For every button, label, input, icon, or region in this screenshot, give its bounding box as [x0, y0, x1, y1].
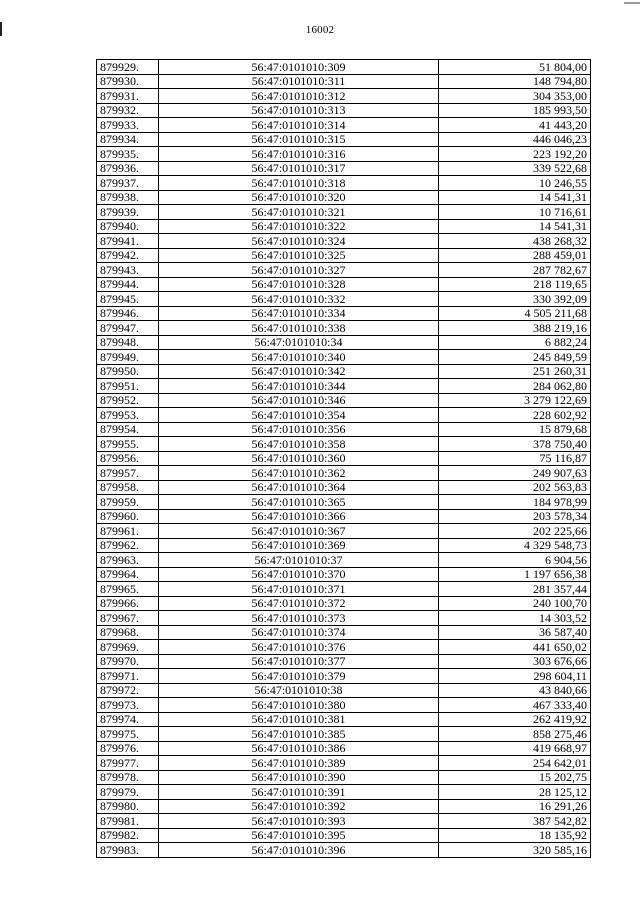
row-number-cell: 879973.	[97, 698, 159, 713]
table-row	[97, 770, 591, 785]
table-row	[97, 553, 591, 568]
table-row	[97, 190, 591, 205]
row-number-cell: 879956.	[97, 451, 159, 466]
row-number-cell: 879944.	[97, 277, 159, 292]
row-number-cell: 879964.	[97, 567, 159, 582]
value-cell: 43 840,66	[439, 683, 591, 698]
scan-edge-mark-right	[624, 2, 640, 4]
table-row	[97, 263, 591, 278]
value-cell: 284 062,80	[439, 379, 591, 394]
row-number-cell: 879982.	[97, 828, 159, 843]
cadastral-number-cell: 56:47:0101010:379	[159, 669, 439, 684]
row-number-cell: 879983.	[97, 843, 159, 858]
value-cell: 245 849,59	[439, 350, 591, 365]
table-row	[97, 292, 591, 307]
cadastral-number-cell: 56:47:0101010:321	[159, 205, 439, 220]
value-cell: 287 782,67	[439, 263, 591, 278]
cadastral-number-cell: 56:47:0101010:37	[159, 553, 439, 568]
cadastral-number-cell: 56:47:0101010:34	[159, 335, 439, 350]
row-number-cell: 879947.	[97, 321, 159, 336]
row-number-cell: 879961.	[97, 524, 159, 539]
value-cell: 4 505 211,68	[439, 306, 591, 321]
value-cell: 251 260,31	[439, 364, 591, 379]
cadastral-number-cell: 56:47:0101010:317	[159, 161, 439, 176]
cadastral-number-cell: 56:47:0101010:369	[159, 538, 439, 553]
row-number-cell: 879977.	[97, 756, 159, 771]
row-number-cell: 879929.	[97, 60, 159, 75]
value-cell: 441 650,02	[439, 640, 591, 655]
row-number-cell: 879960.	[97, 509, 159, 524]
value-cell: 36 587,40	[439, 625, 591, 640]
value-cell: 281 357,44	[439, 582, 591, 597]
cadastral-number-cell: 56:47:0101010:334	[159, 306, 439, 321]
table-row	[97, 698, 591, 713]
table-row	[97, 727, 591, 742]
row-number-cell: 879955.	[97, 437, 159, 452]
value-cell: 75 116,87	[439, 451, 591, 466]
cadastral-number-cell: 56:47:0101010:356	[159, 422, 439, 437]
value-cell: 16 291,26	[439, 799, 591, 814]
cadastral-number-cell: 56:47:0101010:374	[159, 625, 439, 640]
cadastral-number-cell: 56:47:0101010:389	[159, 756, 439, 771]
table-row	[97, 683, 591, 698]
table-row	[97, 828, 591, 843]
cadastral-number-cell: 56:47:0101010:332	[159, 292, 439, 307]
cadastral-number-cell: 56:47:0101010:327	[159, 263, 439, 278]
value-cell: 262 419,92	[439, 712, 591, 727]
cadastral-number-cell: 56:47:0101010:315	[159, 132, 439, 147]
value-cell: 1 197 656,38	[439, 567, 591, 582]
value-cell: 223 192,20	[439, 147, 591, 162]
table-row	[97, 422, 591, 437]
row-number-cell: 879938.	[97, 190, 159, 205]
value-cell: 14 541,31	[439, 190, 591, 205]
table-row	[97, 335, 591, 350]
value-cell: 240 100,70	[439, 596, 591, 611]
table-row	[97, 234, 591, 249]
table-row	[97, 74, 591, 89]
table-row	[97, 89, 591, 104]
value-cell: 446 046,23	[439, 132, 591, 147]
cadastral-number-cell: 56:47:0101010:386	[159, 741, 439, 756]
value-cell: 298 604,11	[439, 669, 591, 684]
row-number-cell: 879957.	[97, 466, 159, 481]
table-row	[97, 103, 591, 118]
table-row	[97, 741, 591, 756]
row-number-cell: 879966.	[97, 596, 159, 611]
table-row	[97, 524, 591, 539]
cadastral-number-cell: 56:47:0101010:311	[159, 74, 439, 89]
value-cell: 4 329 548,73	[439, 538, 591, 553]
table-body	[97, 60, 591, 858]
value-cell: 184 978,99	[439, 495, 591, 510]
cadastral-number-cell: 56:47:0101010:395	[159, 828, 439, 843]
table-row	[97, 596, 591, 611]
cadastral-number-cell: 56:47:0101010:372	[159, 596, 439, 611]
table-row	[97, 219, 591, 234]
cadastral-number-cell: 56:47:0101010:370	[159, 567, 439, 582]
value-cell: 15 879,68	[439, 422, 591, 437]
cadastral-number-cell: 56:47:0101010:328	[159, 277, 439, 292]
page-number: 16002	[305, 24, 335, 36]
value-cell: 254 642,01	[439, 756, 591, 771]
table-row	[97, 205, 591, 220]
cadastral-number-cell: 56:47:0101010:322	[159, 219, 439, 234]
value-cell: 3 279 122,69	[439, 393, 591, 408]
table-row	[97, 843, 591, 858]
value-cell: 14 303,52	[439, 611, 591, 626]
row-number-cell: 879969.	[97, 640, 159, 655]
row-number-cell: 879978.	[97, 770, 159, 785]
cadastral-number-cell: 56:47:0101010:396	[159, 843, 439, 858]
cadastral-number-cell: 56:47:0101010:385	[159, 727, 439, 742]
cadastral-number-cell: 56:47:0101010:309	[159, 60, 439, 75]
cadastral-number-cell: 56:47:0101010:338	[159, 321, 439, 336]
value-cell: 51 804,00	[439, 60, 591, 75]
table-row	[97, 538, 591, 553]
table-row	[97, 118, 591, 133]
table-row	[97, 321, 591, 336]
value-cell: 6 904,56	[439, 553, 591, 568]
row-number-cell: 879981.	[97, 814, 159, 829]
row-number-cell: 879945.	[97, 292, 159, 307]
row-number-cell: 879937.	[97, 176, 159, 191]
cadastral-number-cell: 56:47:0101010:346	[159, 393, 439, 408]
row-number-cell: 879939.	[97, 205, 159, 220]
value-cell: 41 443,20	[439, 118, 591, 133]
row-number-cell: 879946.	[97, 306, 159, 321]
value-cell: 202 225,66	[439, 524, 591, 539]
row-number-cell: 879975.	[97, 727, 159, 742]
row-number-cell: 879972.	[97, 683, 159, 698]
table-row	[97, 480, 591, 495]
table-row	[97, 814, 591, 829]
cadastral-number-cell: 56:47:0101010:392	[159, 799, 439, 814]
cadastral-number-cell: 56:47:0101010:324	[159, 234, 439, 249]
cadastral-number-cell: 56:47:0101010:390	[159, 770, 439, 785]
cadastral-number-cell: 56:47:0101010:371	[159, 582, 439, 597]
cadastral-number-cell: 56:47:0101010:354	[159, 408, 439, 423]
value-cell: 203 578,34	[439, 509, 591, 524]
row-number-cell: 879974.	[97, 712, 159, 727]
table-row	[97, 567, 591, 582]
cadastral-number-cell: 56:47:0101010:393	[159, 814, 439, 829]
table-row	[97, 277, 591, 292]
row-number-cell: 879949.	[97, 350, 159, 365]
table-row	[97, 466, 591, 481]
row-number-cell: 879950.	[97, 364, 159, 379]
table-row	[97, 161, 591, 176]
row-number-cell: 879967.	[97, 611, 159, 626]
row-number-cell: 879980.	[97, 799, 159, 814]
value-cell: 18 135,92	[439, 828, 591, 843]
row-number-cell: 879943.	[97, 263, 159, 278]
cadastral-number-cell: 56:47:0101010:373	[159, 611, 439, 626]
row-number-cell: 879968.	[97, 625, 159, 640]
row-number-cell: 879959.	[97, 495, 159, 510]
cadastral-number-cell: 56:47:0101010:316	[159, 147, 439, 162]
value-cell: 218 119,65	[439, 277, 591, 292]
value-cell: 438 268,32	[439, 234, 591, 249]
table-row	[97, 625, 591, 640]
table-row	[97, 364, 591, 379]
value-cell: 378 750,40	[439, 437, 591, 452]
table-row	[97, 176, 591, 191]
row-number-cell: 879931.	[97, 89, 159, 104]
value-cell: 388 219,16	[439, 321, 591, 336]
cadastral-number-cell: 56:47:0101010:391	[159, 785, 439, 800]
value-cell: 303 676,66	[439, 654, 591, 669]
table-row	[97, 147, 591, 162]
value-cell: 339 522,68	[439, 161, 591, 176]
cadastral-value-table	[96, 59, 591, 858]
row-number-cell: 879976.	[97, 741, 159, 756]
row-number-cell: 879963.	[97, 553, 159, 568]
value-cell: 15 202,75	[439, 770, 591, 785]
cadastral-number-cell: 56:47:0101010:313	[159, 103, 439, 118]
cadastral-number-cell: 56:47:0101010:377	[159, 654, 439, 669]
value-cell: 148 794,80	[439, 74, 591, 89]
table-row	[97, 509, 591, 524]
row-number-cell: 879948.	[97, 335, 159, 350]
cadastral-number-cell: 56:47:0101010:342	[159, 364, 439, 379]
cadastral-number-cell: 56:47:0101010:358	[159, 437, 439, 452]
value-cell: 202 563,83	[439, 480, 591, 495]
value-cell: 330 392,09	[439, 292, 591, 307]
table-row	[97, 756, 591, 771]
row-number-cell: 879971.	[97, 669, 159, 684]
cadastral-number-cell: 56:47:0101010:340	[159, 350, 439, 365]
row-number-cell: 879936.	[97, 161, 159, 176]
table-row	[97, 582, 591, 597]
cadastral-number-cell: 56:47:0101010:366	[159, 509, 439, 524]
row-number-cell: 879940.	[97, 219, 159, 234]
table-row	[97, 495, 591, 510]
value-cell: 467 333,40	[439, 698, 591, 713]
value-cell: 288 459,01	[439, 248, 591, 263]
cadastral-number-cell: 56:47:0101010:312	[159, 89, 439, 104]
value-cell: 419 668,97	[439, 741, 591, 756]
table-row	[97, 350, 591, 365]
cadastral-number-cell: 56:47:0101010:376	[159, 640, 439, 655]
cadastral-number-cell: 56:47:0101010:360	[159, 451, 439, 466]
row-number-cell: 879930.	[97, 74, 159, 89]
value-cell: 28 125,12	[439, 785, 591, 800]
table-row	[97, 712, 591, 727]
table-row	[97, 611, 591, 626]
row-number-cell: 879951.	[97, 379, 159, 394]
table-row	[97, 669, 591, 684]
row-number-cell: 879979.	[97, 785, 159, 800]
cadastral-number-cell: 56:47:0101010:365	[159, 495, 439, 510]
value-cell: 14 541,31	[439, 219, 591, 234]
cadastral-number-cell: 56:47:0101010:325	[159, 248, 439, 263]
row-number-cell: 879952.	[97, 393, 159, 408]
value-cell: 185 993,50	[439, 103, 591, 118]
table-row	[97, 60, 591, 75]
cadastral-number-cell: 56:47:0101010:362	[159, 466, 439, 481]
value-cell: 6 882,24	[439, 335, 591, 350]
cadastral-number-cell: 56:47:0101010:344	[159, 379, 439, 394]
row-number-cell: 879932.	[97, 103, 159, 118]
table-row	[97, 640, 591, 655]
table-row	[97, 785, 591, 800]
row-number-cell: 879935.	[97, 147, 159, 162]
value-cell: 10 246,55	[439, 176, 591, 191]
cadastral-number-cell: 56:47:0101010:367	[159, 524, 439, 539]
table-row	[97, 306, 591, 321]
row-number-cell: 879965.	[97, 582, 159, 597]
row-number-cell: 879934.	[97, 132, 159, 147]
cadastral-number-cell: 56:47:0101010:320	[159, 190, 439, 205]
cadastral-number-cell: 56:47:0101010:364	[159, 480, 439, 495]
table-row	[97, 799, 591, 814]
cadastral-number-cell: 56:47:0101010:381	[159, 712, 439, 727]
table-row	[97, 408, 591, 423]
value-cell: 10 716,61	[439, 205, 591, 220]
row-number-cell: 879970.	[97, 654, 159, 669]
table-row	[97, 654, 591, 669]
value-cell: 304 353,00	[439, 89, 591, 104]
table-row	[97, 132, 591, 147]
row-number-cell: 879941.	[97, 234, 159, 249]
value-cell: 228 602,92	[439, 408, 591, 423]
table-row	[97, 248, 591, 263]
value-cell: 320 585,16	[439, 843, 591, 858]
row-number-cell: 879954.	[97, 422, 159, 437]
row-number-cell: 879942.	[97, 248, 159, 263]
value-cell: 858 275,46	[439, 727, 591, 742]
table-row	[97, 393, 591, 408]
table-row	[97, 451, 591, 466]
value-cell: 387 542,82	[439, 814, 591, 829]
table-row	[97, 379, 591, 394]
cadastral-number-cell: 56:47:0101010:380	[159, 698, 439, 713]
cadastral-number-cell: 56:47:0101010:314	[159, 118, 439, 133]
cadastral-number-cell: 56:47:0101010:318	[159, 176, 439, 191]
row-number-cell: 879962.	[97, 538, 159, 553]
table-row	[97, 437, 591, 452]
row-number-cell: 879933.	[97, 118, 159, 133]
value-cell: 249 907,63	[439, 466, 591, 481]
row-number-cell: 879958.	[97, 480, 159, 495]
row-number-cell: 879953.	[97, 408, 159, 423]
cadastral-number-cell: 56:47:0101010:38	[159, 683, 439, 698]
